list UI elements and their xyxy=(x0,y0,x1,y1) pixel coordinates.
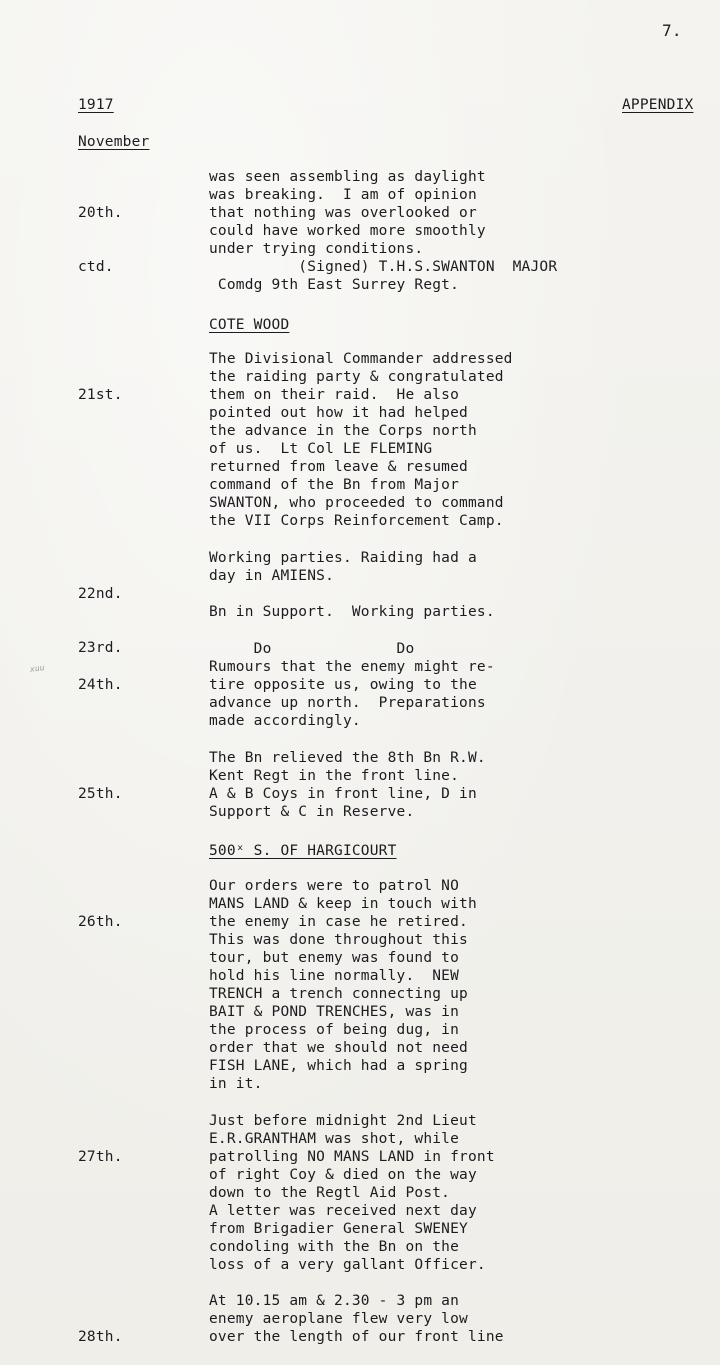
entry-date: 26th. xyxy=(78,914,123,930)
month-heading: November xyxy=(78,134,150,150)
location-heading: COTE WOOD xyxy=(209,317,290,333)
entry-date: 20th. ctd. xyxy=(78,205,123,275)
entry-date: 25th. xyxy=(78,786,123,802)
entry-date: 21st. xyxy=(78,387,123,403)
entry-date: 27th. xyxy=(78,1149,123,1165)
entry-date: 23rd. xyxy=(78,640,123,656)
entry-text: Just before midnight 2nd Lieut E.R.GRANTHAM was shot, while patrolling NO MANS LAND in front of right Coy & died on the way down to the Regtl Aid Post. A letter was received next day from Brigadier General SWENEY condoling with the Bn on the loss of a very gallant Officer. xyxy=(209,1113,495,1273)
entry-date: 22nd. xyxy=(78,586,123,602)
entry-date: 24th. xyxy=(78,677,123,693)
page-number: 7. xyxy=(662,21,682,40)
entry-text: The Divisional Commander addressed the raiding party & congratulated them on their raid. He also pointed out how it had helped the advance in the Corps north of us. Lt Col LE FLEMING returned from leave & resumed command of the Bn from Major SWANTON, who proceeded to command the VII Corps Reinforcement Camp. xyxy=(209,351,513,529)
entry-text: Our orders were to patrol NO MANS LAND & keep in touch with the enemy in case he retired. This was done throughout this tour, but enemy was found to hold his line normally. NEW TRENCH a trench connecting up BAIT & POND TRENCHES, was in the process of being dug, in order that we should not need FISH LANE, which had a spring in it. xyxy=(209,878,477,1092)
location-heading: 500ˣ S. OF HARGICOURT xyxy=(209,843,397,859)
entry-text: At 10.15 am & 2.30 - 3 pm an enemy aeroplane flew very low over the length of our front line xyxy=(209,1293,504,1345)
entry-text: Working parties. Raiding had a day in AMIENS. xyxy=(209,550,477,584)
entry-date: 28th. xyxy=(78,1329,123,1345)
entry-text: was seen assembling as daylight was breaking. I am of opinion that nothing was overlooked or could have worked more smoothly under trying conditions. (Signed) T.H.S.SWANTON MAJOR Comdg 9th East Surrey Regt. xyxy=(209,169,558,293)
appendix-heading: APPENDIX xyxy=(622,97,694,113)
entry-text: Bn in Support. Working parties. xyxy=(209,604,495,620)
entry-text: The Bn relieved the 8th Bn R.W. Kent Regt in the front line. A & B Coys in front line, D in Support & C in Reserve. xyxy=(209,750,486,820)
pencil-margin-mark: xuu xyxy=(29,663,46,674)
entry-text: Do Do Rumours that the enemy might re- tire opposite us, owing to the advance up north. Preparations made accordingly. xyxy=(209,641,495,729)
year-heading: 1917 xyxy=(78,97,114,113)
